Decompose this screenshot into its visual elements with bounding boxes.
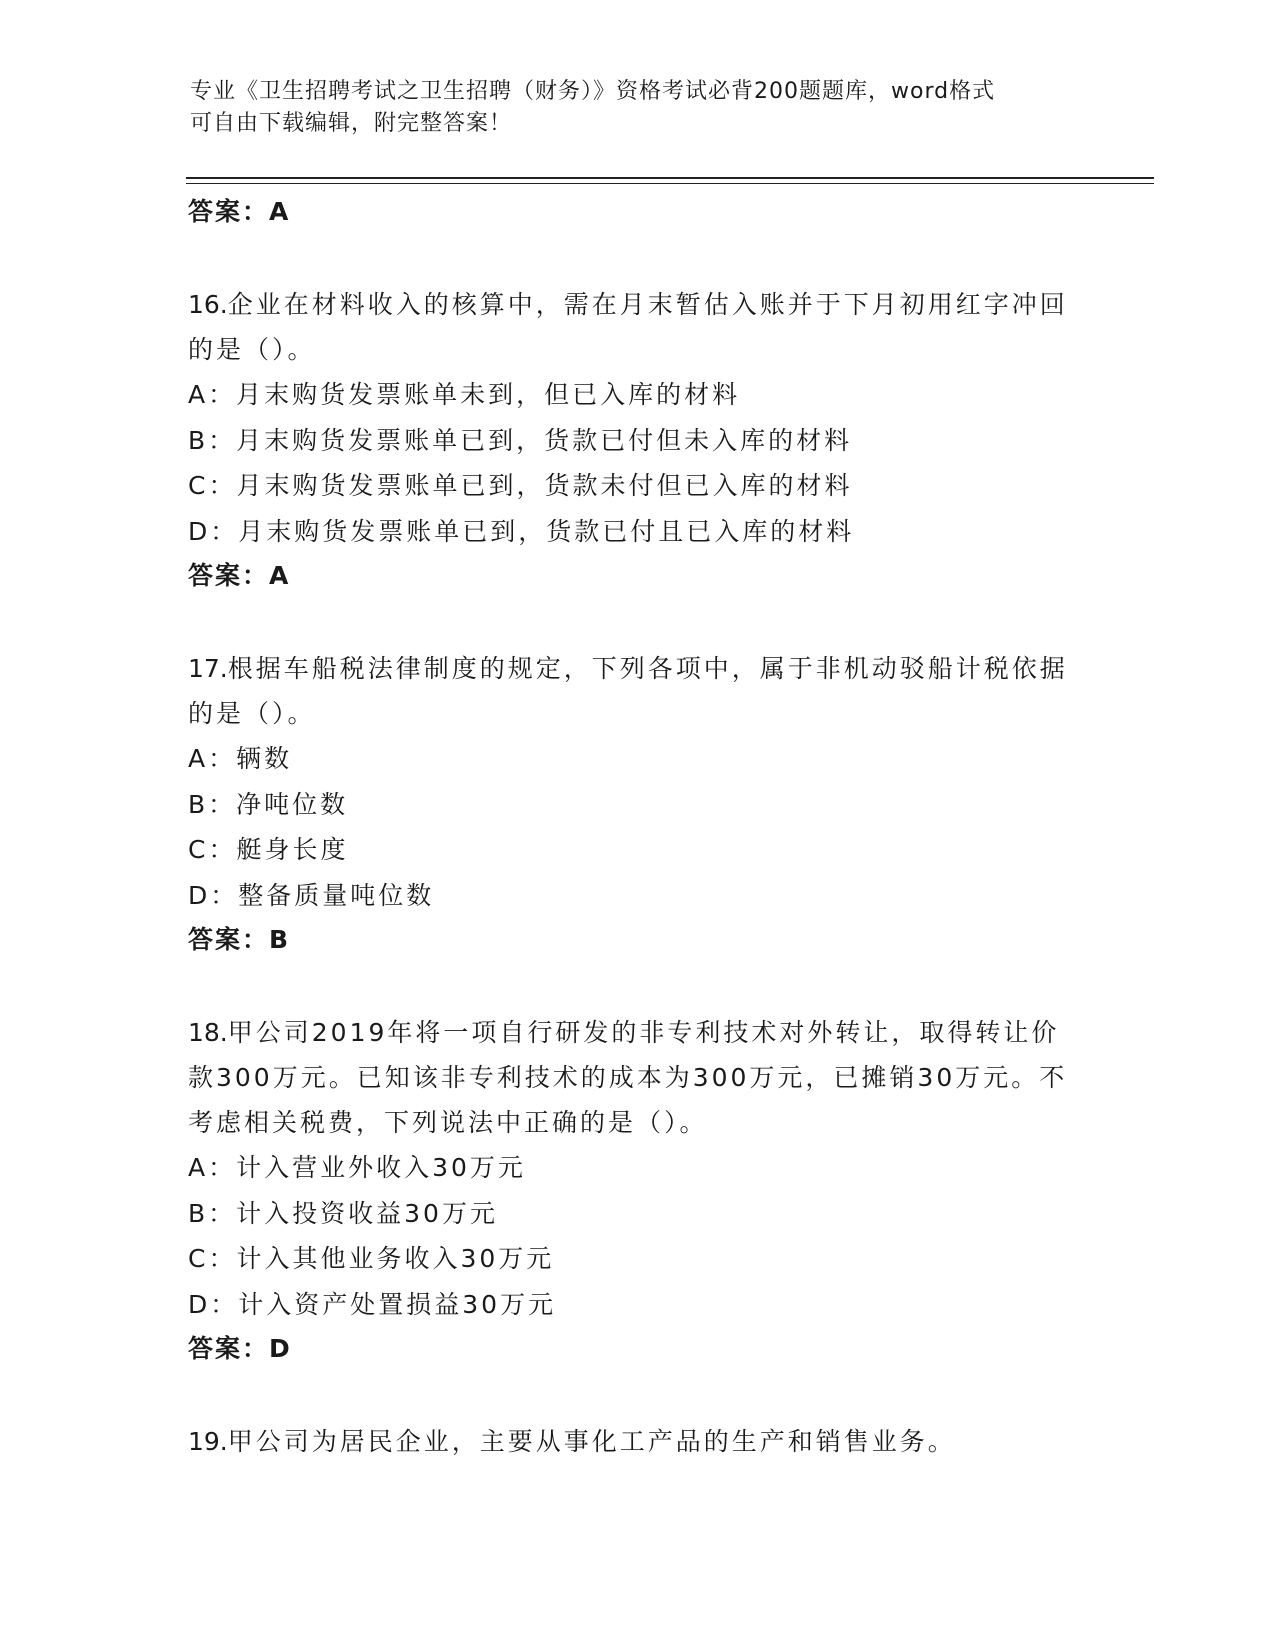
question-text <box>188 646 1083 736</box>
answer-line <box>188 1327 1088 1371</box>
option-c: C：月末购货发票账单已到，货款未付但已入库的材料 <box>188 471 853 500</box>
question-number: 17. <box>188 654 228 683</box>
option-d: D：月末购货发票账单已到，货款已付且已入库的材料 <box>188 516 855 546</box>
document-header <box>190 76 1070 140</box>
question-text <box>188 1010 1083 1145</box>
question-19 <box>188 1419 1088 1464</box>
question-number: 19. <box>188 1427 228 1456</box>
option-d: D：整备质量吨位数 <box>188 880 435 910</box>
option-a: A：计入营业外收入30万元 <box>188 1153 526 1182</box>
question-18 <box>188 1010 1088 1371</box>
answer-label: 答案： <box>188 1334 270 1363</box>
header-divider-thick <box>186 177 1154 179</box>
question-body: 企业在材料收入的核算中，需在月末暂估入账并于下月初用红字冲回的是（）。 <box>188 290 1068 364</box>
option-b: B：计入投资收益30万元 <box>188 1198 498 1228</box>
question-text <box>188 282 1083 372</box>
option-b: B：净吨位数 <box>188 789 349 819</box>
spacer <box>188 962 1088 1010</box>
answer-line <box>188 554 1088 598</box>
answer-line <box>188 918 1088 962</box>
question-list <box>188 190 1088 1464</box>
question-body: 甲公司2019年将一项自行研发的非专利技术对外转让，取得转让价款300万元。已知该非专利技术的成本为300万元，已摊销30万元。不考虑相关税费，下列说法中正确的是（）。 <box>188 1018 1068 1137</box>
answer-label: 答案： <box>188 561 270 590</box>
question-17 <box>188 646 1088 962</box>
option-d: D：计入资产处置损益30万元 <box>188 1289 557 1319</box>
question-number: 18. <box>188 1018 228 1047</box>
question-text <box>188 1419 1083 1464</box>
spacer <box>188 598 1088 646</box>
header-line-2: 可自由下载编辑，附完整答案！ <box>190 111 513 136</box>
answer-value: A <box>269 197 290 226</box>
answer-label: 答案： <box>188 197 270 226</box>
question-body: 根据车船税法律制度的规定，下列各项中，属于非机动驳船计税依据的是（）。 <box>188 654 1068 728</box>
header-divider-thin <box>186 183 1154 184</box>
answer-line <box>188 190 1088 234</box>
option-a: A：辆数 <box>188 744 293 773</box>
option-c: C：艇身长度 <box>188 835 349 864</box>
spacer <box>188 234 1088 282</box>
question-number: 16. <box>188 290 228 319</box>
question-16 <box>188 282 1088 598</box>
question-body: 甲公司为居民企业，主要从事化工产品的生产和销售业务。 <box>227 1427 956 1456</box>
option-b: B：月末购货发票账单已到，货款已付但未入库的材料 <box>188 425 853 455</box>
answer-value: A <box>269 561 290 590</box>
answer-value: B <box>269 925 290 954</box>
option-c: C：计入其他业务收入30万元 <box>188 1244 555 1273</box>
spacer <box>188 1371 1088 1419</box>
answer-value: D <box>269 1334 291 1363</box>
header-line-1: 专业《卫生招聘考试之卫生招聘（财务）》资格考试必背200题题库，word格式 <box>190 79 996 104</box>
option-a: A：月末购货发票账单未到，但已入库的材料 <box>188 380 741 409</box>
answer-label: 答案： <box>188 925 270 954</box>
